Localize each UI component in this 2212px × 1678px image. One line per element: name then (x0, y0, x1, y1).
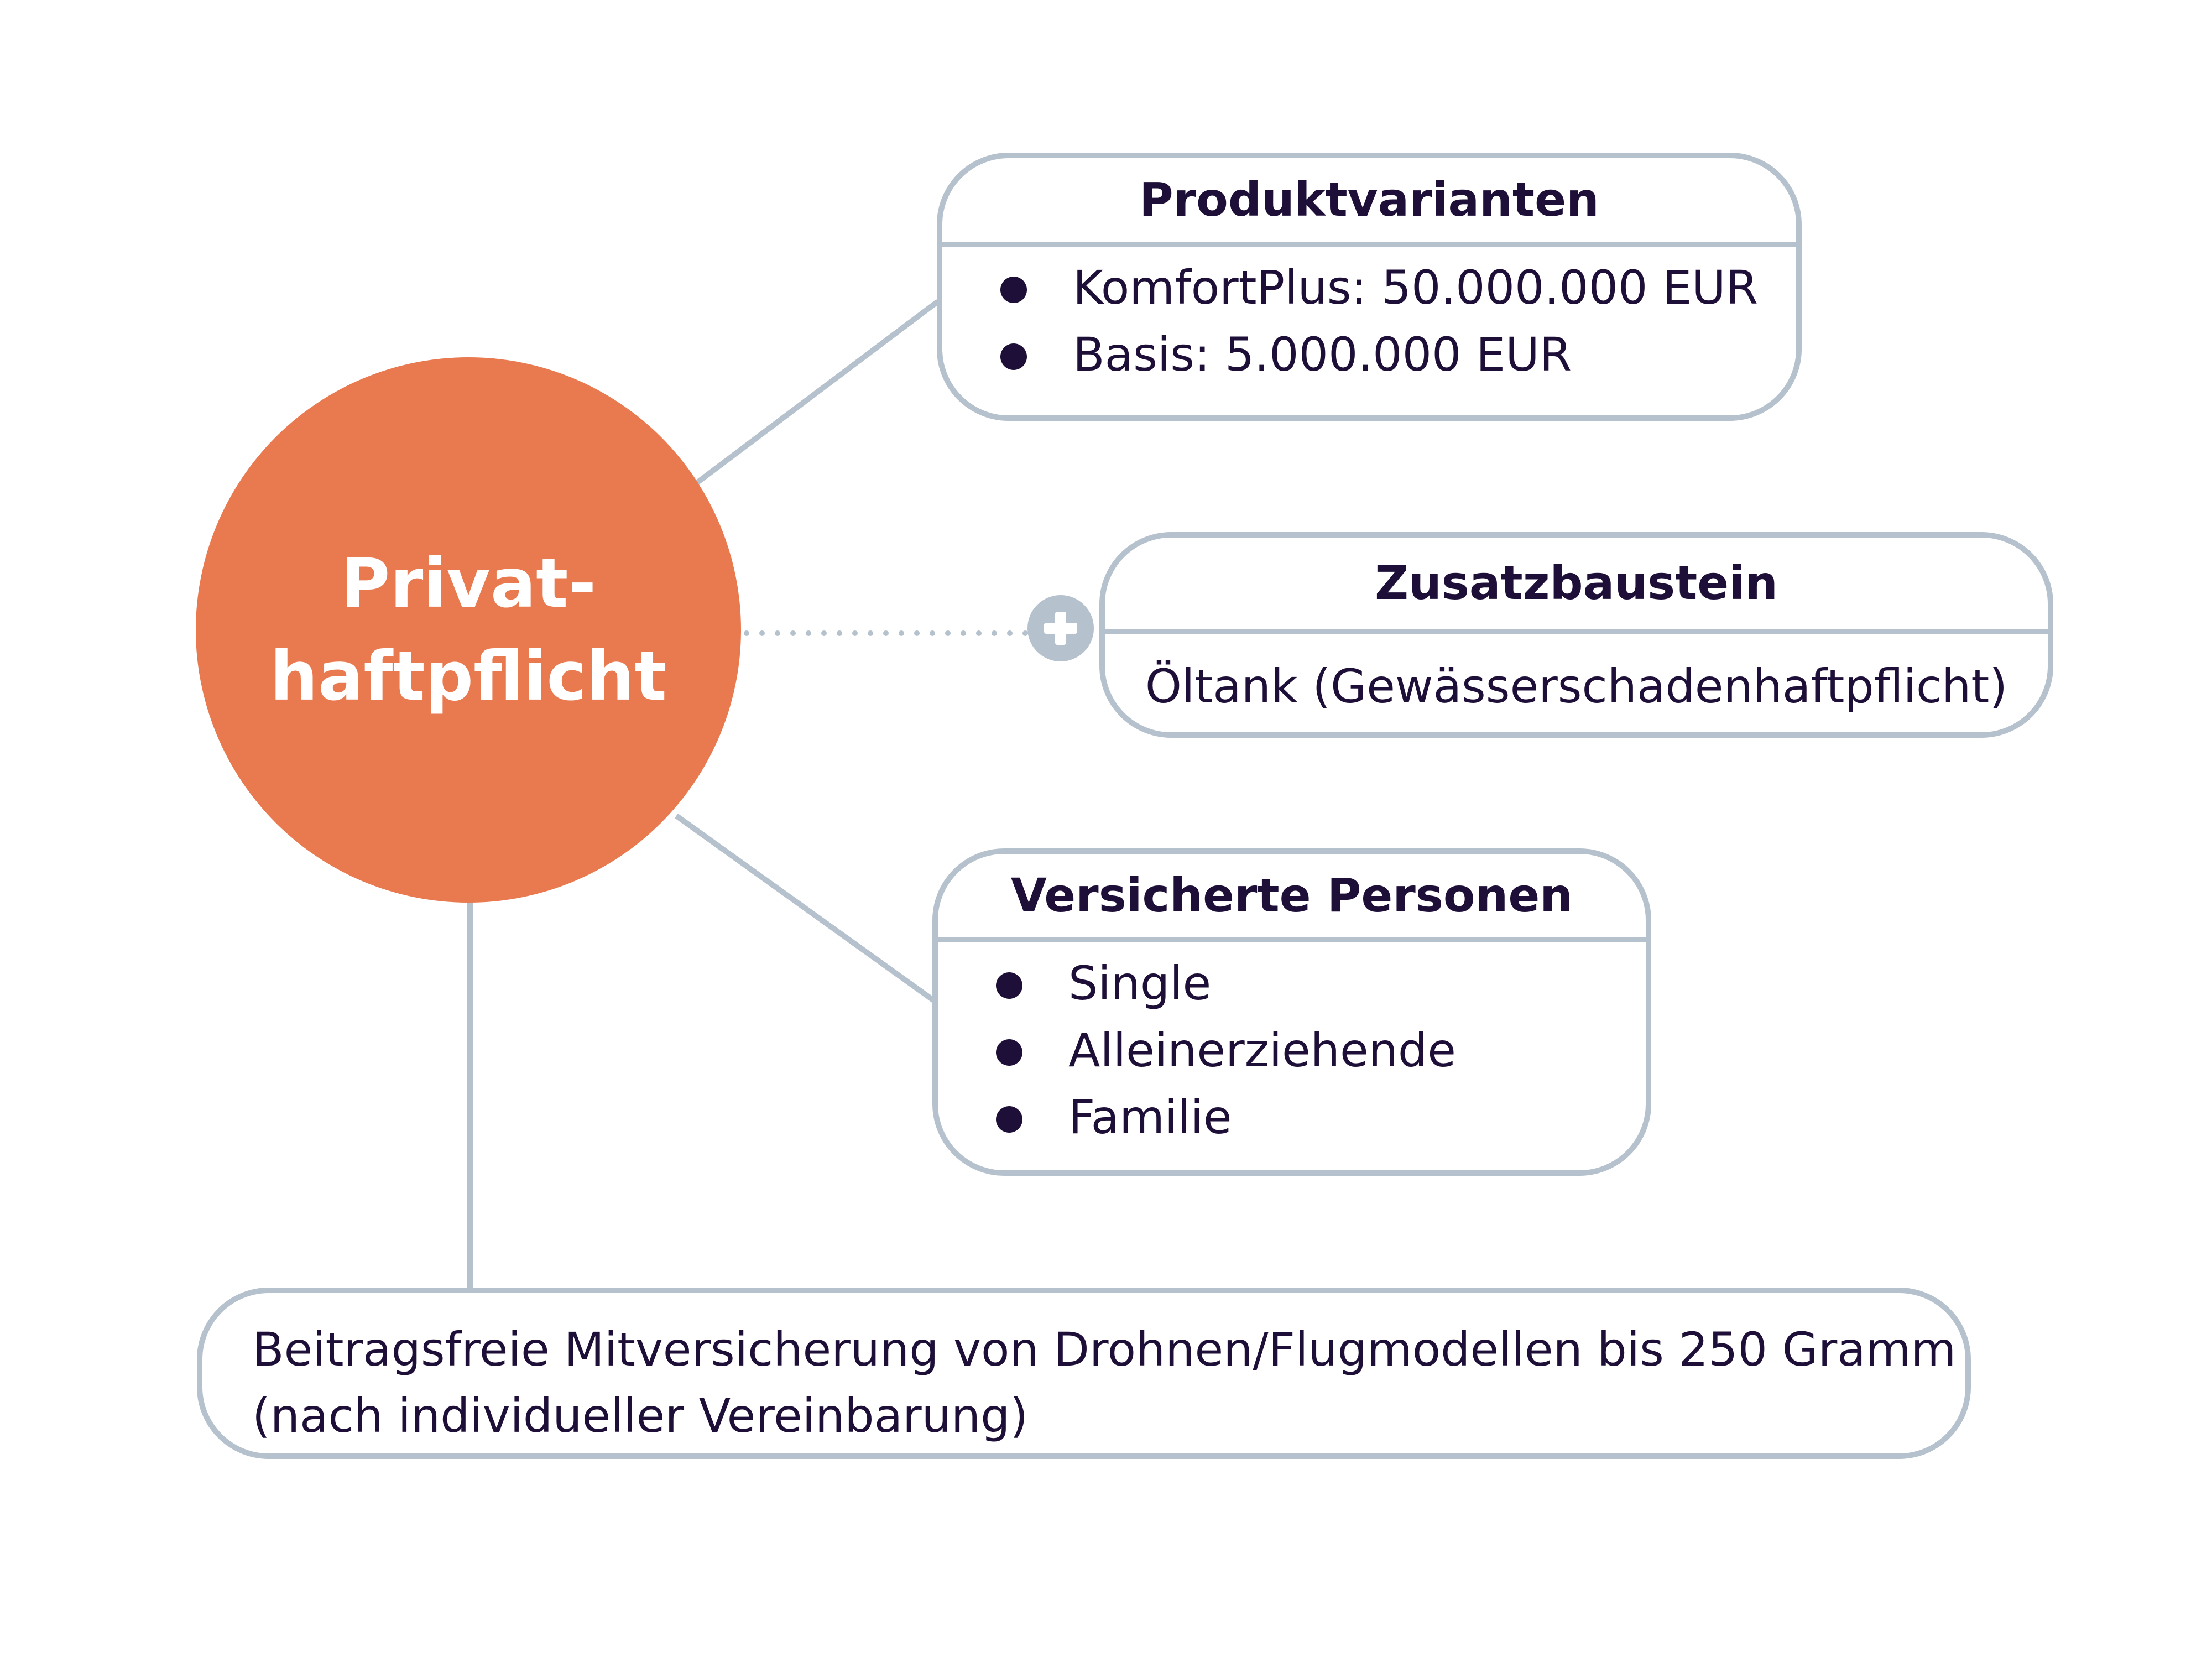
beitragsfrei-text (202, 1293, 1965, 1449)
zusatzbaustein-box (1099, 532, 2053, 738)
list-item-label: Alleinerziehende (1068, 1023, 1456, 1077)
produktvarianten-title: Produktvarianten (942, 158, 1796, 247)
beitragsfrei-line2: (nach individueller Vereinbarung) (252, 1389, 1029, 1443)
connector-versicherte-personen (676, 816, 935, 1001)
versicherte-personen-title: Versicherte Personen (938, 854, 1646, 942)
list-item (938, 950, 1646, 1017)
list-item (942, 321, 1796, 388)
connector-produktvarianten (697, 301, 938, 483)
bullet-icon (1000, 277, 1027, 303)
list-item-label: Familie (1068, 1090, 1232, 1144)
versicherte-personen-list (938, 942, 1646, 1151)
produktvarianten-box (937, 153, 1802, 421)
center-node (196, 357, 741, 903)
zusatzbaustein-text: Öltank (Gewässerschadenhaftpflicht) (1145, 659, 2008, 713)
bullet-icon (996, 1039, 1022, 1066)
bullet-icon (996, 1106, 1022, 1133)
list-item (942, 254, 1796, 321)
list-item (938, 1084, 1646, 1151)
center-label (270, 537, 667, 723)
plus-icon (1027, 595, 1094, 661)
zusatzbaustein-title: Zusatzbaustein (1105, 538, 2048, 634)
bullet-icon (1000, 343, 1027, 370)
bullet-icon (996, 972, 1022, 999)
center-label-line1: Privat- (340, 544, 597, 623)
list-item-label: KomfortPlus: 50.000.000 EUR (1073, 260, 1759, 315)
versicherte-personen-box (932, 848, 1651, 1176)
list-item-label: Single (1068, 956, 1212, 1010)
beitragsfrei-box (197, 1288, 1971, 1459)
list-item-label: Basis: 5.000.000 EUR (1073, 327, 1572, 382)
center-label-line2: haftpflicht (270, 637, 667, 716)
beitragsfrei-line1: Beitragsfreie Mitversicherung von Drohnen/Flugmodellen bis 250 Gramm (252, 1322, 1957, 1377)
produktvarianten-list (942, 247, 1796, 388)
list-item (938, 1017, 1646, 1084)
